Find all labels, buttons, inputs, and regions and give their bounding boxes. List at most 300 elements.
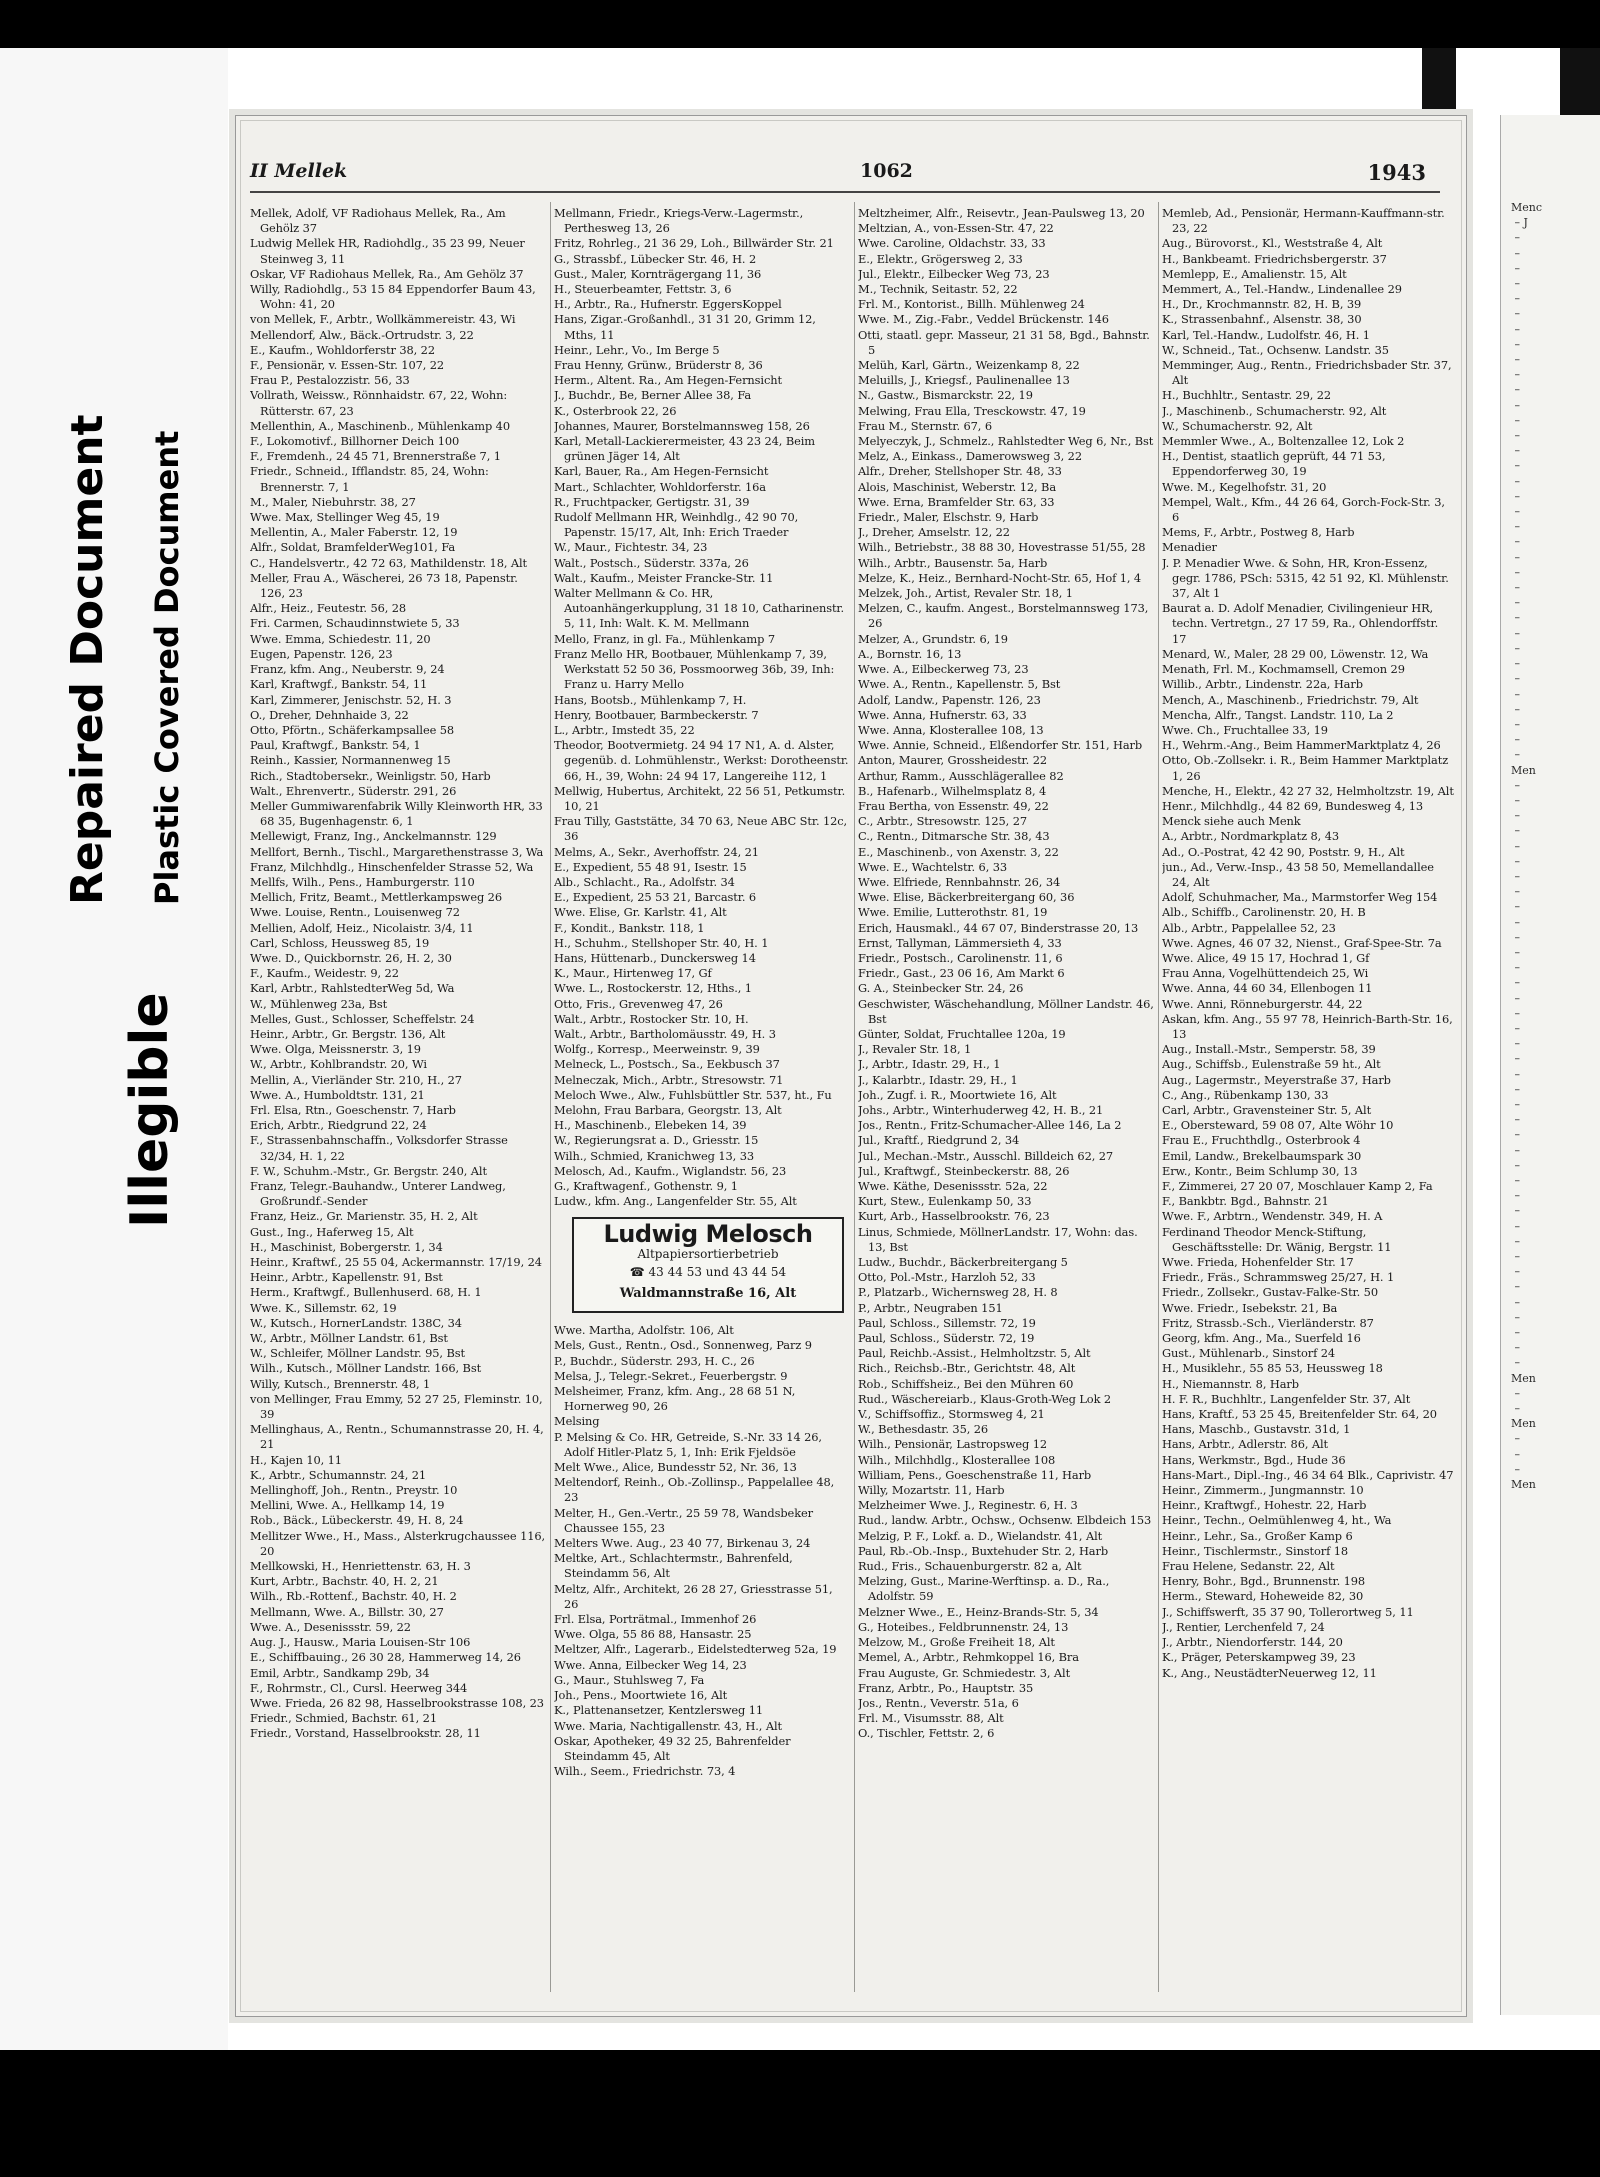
directory-entry: Mellien, Adolf, Heiz., Nicolaistr. 3/4, 11 xyxy=(250,920,474,935)
directory-entry: Frau M., Sternstr. 67, 6 xyxy=(858,418,992,433)
directory-entry: M., Maler, Niebuhrstr. 38, 27 xyxy=(250,494,416,509)
directory-entry: Herm., Kraftwgf., Bullenhuserd. 68, H. 1 xyxy=(250,1285,482,1300)
repaired-document-label: Repaired Document xyxy=(62,414,113,905)
directory-entry: Willy, Radiohdlg., 53 15 84 Eppendorfer Baum 43, Wohn: 41, 20 xyxy=(250,282,536,312)
directory-entry: W., Arbtr., Möllner Landstr. 61, Bst xyxy=(250,1331,448,1346)
directory-entry: E., Schiffbauing., 26 30 28, Hammerweg 14, 26 xyxy=(250,1650,521,1665)
directory-entry: A., Bornstr. 16, 13 xyxy=(858,646,962,661)
directory-entry: Mellwig, Hubertus, Architekt, 22 56 51, Petkumstr. 10, 21 xyxy=(554,783,846,813)
directory-entry: O., Tischler, Fettstr. 2, 6 xyxy=(858,1726,995,1741)
directory-entry: Reinh., Kassier, Normannenweg 15 xyxy=(250,753,451,768)
directory-entry: Frau Bertha, von Essenstr. 49, 22 xyxy=(858,798,1049,813)
directory-entry: Aug., Bürovorst., Kl., Weststraße 4, Alt xyxy=(1162,236,1383,251)
illegible-label: Illegible xyxy=(120,992,180,1228)
directory-entry: Baurat a. D. Adolf Menadier, Civilingenieur HR, techn. Vertretgn., 27 17 59, Ra., Ohlendorffstr. 17 xyxy=(1162,601,1439,646)
telephone-icon: ☎ xyxy=(629,1264,649,1279)
directory-entry: Alfr., Soldat, BramfelderWeg101, Fa xyxy=(250,540,456,555)
directory-entry: J., Buchdr., Be, Berner Allee 38, Fa xyxy=(554,388,752,403)
directory-entry: Heinr., Lehr., Sa., Großer Kamp 6 xyxy=(1162,1528,1353,1543)
directory-entry: Karl, Metall-Lackierermeister, 43 23 24, Beim grünen Jäger 14, Alt xyxy=(554,434,815,464)
directory-entry: Heinr., Kraftwgf., Hohestr. 22, Harb xyxy=(1162,1498,1367,1513)
directory-entry: P. Melsing & Co. HR, Getreide, S.-Nr. 33 14 26, Adolf Hitler-Platz 5, 1, Inh: Erik Fjeldsöe xyxy=(554,1429,822,1459)
directory-entry: J., Maschinenb., Schumacherstr. 92, Alt xyxy=(1162,403,1387,418)
directory-entry: Meltz, Alfr., Architekt, 26 28 27, Griesstrasse 51, 26 xyxy=(554,1581,833,1611)
directory-entry: Adolf, Schuhmacher, Ma., Marmstorfer Weg 154 xyxy=(1162,890,1438,905)
directory-entry: K., Strassenbahnf., Alsenstr. 38, 30 xyxy=(1162,312,1362,327)
directory-entry: Mempel, Walt., Kfm., 44 26 64, Gorch-Fock-Str. 3, 6 xyxy=(1162,494,1445,525)
directory-entry: Wwe. K., Sillemstr. 62, 19 xyxy=(250,1300,397,1315)
directory-entry: Wwe. Anna, Eilbecker Weg 14, 23 xyxy=(554,1657,747,1672)
directory-entry: H., Musiklehr., 55 85 53, Heussweg 18 xyxy=(1162,1361,1383,1376)
directory-entry: Heinr., Tischlermstr., Sinstorf 18 xyxy=(1162,1543,1349,1558)
directory-entry: Melzner Wwe., E., Heinz-Brands-Str. 5, 34 xyxy=(858,1604,1099,1619)
directory-entry: Mellentin, A., Maler Faberstr. 12, 19 xyxy=(250,525,458,540)
directory-entry: Mellini, Wwe. A., Hellkamp 14, 19 xyxy=(250,1498,445,1513)
ad-business-type: Altpapiersortierbetrieb xyxy=(637,1246,779,1261)
directory-entry: Heinr., Lehr., Vo., Im Berge 5 xyxy=(554,342,720,357)
directory-entry: H., Buchhltr., Sentastr. 29, 22 xyxy=(1162,388,1332,403)
directory-entry: Vollrath, Weissw., Rönnhaidstr. 67, 22, Wohn: Rütterstr. 67, 23 xyxy=(250,388,508,418)
directory-entry: Wwe. Emma, Schiedestr. 11, 20 xyxy=(250,631,431,646)
directory-entry: Theodor, Bootvermietg. 24 94 17 N1, A. d. Alster, gegenüb. d. Lohmühlenstr., Werkst: Dorotheenstr. 66, H., 39, Wohn: 24 94 17, Langereihe 112, 1 xyxy=(554,738,849,783)
directory-entry: Wwe. Maria, Nachtigallenstr. 43, H., Alt xyxy=(554,1718,782,1733)
directory-entry: Heinr., Techn., Oelmühlenweg 4, ht., Wa xyxy=(1162,1513,1392,1528)
directory-entry: Franz, Telegr.-Bauhandw., Unterer Landweg, Großrundf.-Sender xyxy=(250,1179,506,1209)
column-divider xyxy=(1158,202,1159,1992)
directory-entry: Aug., Install.-Mstr., Semperstr. 58, 39 xyxy=(1162,1042,1376,1057)
directory-entry: Wilh., Pensionär, Lastropsweg 12 xyxy=(858,1437,1048,1452)
directory-entry: W., Schumacherstr. 92, Alt xyxy=(1162,418,1313,433)
directory-entry: C., Ang., Rübenkamp 130, 33 xyxy=(1162,1087,1329,1102)
directory-entry: Mellenthin, A., Maschinenb., Mühlenkamp 40 xyxy=(250,418,510,433)
section-heading: II Mellek xyxy=(250,160,348,182)
directory-entry: Wwe. Ch., Fruchtallee 33, 19 xyxy=(1162,722,1328,737)
directory-entry: Meller, Frau A., Wäscherei, 26 73 18, Papenstr. 126, 23 xyxy=(250,570,518,601)
directory-entry: Memleb, Ad., Pensionär, Hermann-Kauffmann-str. 23, 22 xyxy=(1162,206,1445,236)
directory-entry: J., Revaler Str. 18, 1 xyxy=(858,1042,972,1057)
directory-entry: Aug., Lagermstr., Meyerstraße 37, Harb xyxy=(1162,1072,1391,1087)
page-number: 1062 xyxy=(860,160,913,182)
directory-entry: Mellinghaus, A., Rentn., Schumannstrasse 20, H. 4, 21 xyxy=(250,1422,544,1452)
directory-entry: Emil, Arbtr., Sandkamp 29b, 34 xyxy=(250,1665,430,1680)
directory-entry: Wwe. Annie, Schneid., Elßendorfer Str. 151, Harb xyxy=(858,738,1143,753)
directory-entry: Jos., Rentn., Veverstr. 51a, 6 xyxy=(858,1695,1019,1710)
directory-entry: Frl. Elsa, Rtn., Goeschenstr. 7, Harb xyxy=(250,1102,456,1117)
directory-entry: Johannes, Maurer, Borstelmannsweg 158, 26 xyxy=(554,418,810,433)
directory-entry: Mellmann, Friedr., Kriegs-Verw.-Lagermstr., Perthesweg 13, 26 xyxy=(554,206,804,236)
directory-entry: J., Rentier, Lerchenfeld 7, 24 xyxy=(1162,1619,1325,1634)
directory-entry: Hans, Arbtr., Adlerstr. 86, Alt xyxy=(1162,1437,1329,1452)
directory-entry: Melzen, C., kaufm. Angest., Borstelmannsweg 173, 26 xyxy=(858,601,1149,631)
directory-entry: Paul, Rb.-Ob.-Insp., Buxtehuder Str. 2, Harb xyxy=(858,1543,1109,1558)
column-divider xyxy=(854,202,855,1992)
directory-entry: Frau Anna, Vogelhüttendeich 25, Wi xyxy=(1162,966,1369,981)
directory-entry: Jul., Mechan.-Mstr., Ausschl. Billdeich 62, 27 xyxy=(858,1148,1114,1163)
directory-entry: H., Arbtr., Ra., Hufnerstr. EggersKoppel xyxy=(554,297,782,312)
directory-entry: Wwe. Elise, Bäckerbreitergang 60, 36 xyxy=(858,890,1075,905)
directory-entry: Henry, Bohr., Bgd., Brunnenstr. 198 xyxy=(1162,1574,1366,1589)
directory-entry: Rud., landw. Arbtr., Ochsw., Ochsenw. Elbdeich 153 xyxy=(858,1513,1152,1528)
directory-entry: R., Fruchtpacker, Gertigstr. 31, 39 xyxy=(554,494,750,509)
directory-entry: H., Niemannstr. 8, Harb xyxy=(1162,1376,1299,1391)
directory-entry: F., Zimmerei, 27 20 07, Moschlauer Kamp 2, Fa xyxy=(1162,1179,1433,1193)
directory-entry: Mart., Schlachter, Wohldorferstr. 16a xyxy=(554,479,766,494)
directory-entry: Wwe. M., Kegelhofstr. 31, 20 xyxy=(1162,479,1327,494)
directory-entry: Paul, Kraftwgf., Bankstr. 54, 1 xyxy=(250,738,421,753)
directory-entry: H., Wehrm.-Ang., Beim HammerMarktplatz 4, 26 xyxy=(1162,738,1441,753)
directory-entry: Erich, Arbtr., Riedgrund 22, 24 xyxy=(250,1118,427,1133)
directory-entry: Paul, Schloss., Sillemstr. 72, 19 xyxy=(858,1315,1036,1330)
directory-entry: Wwe. F., Arbtrn., Wendenstr. 349, H. A xyxy=(1162,1209,1383,1224)
directory-entry: Meluills, J., Kriegsf., Paulinenallee 13 xyxy=(858,373,1070,388)
directory-entry: Memmler Wwe., A., Boltenzallee 12, Lok 2 xyxy=(1162,434,1405,449)
directory-entry: Willib., Arbtr., Lindenstr. 22a, Harb xyxy=(1162,677,1363,692)
ad-address: Waldmannstraße 16, Alt xyxy=(619,1286,797,1302)
directory-entry: Erich, Hausmakl., 44 67 07, Binderstrasse 20, 13 xyxy=(858,920,1139,935)
directory-entry: Mellinghoff, Joh., Rentn., Preystr. 10 xyxy=(250,1483,458,1498)
directory-entry: Meltendorf, Reinh., Ob.-Zollinsp., Pappelallee 48, 23 xyxy=(554,1475,835,1505)
directory-entry: Hans, Werkmstr., Bgd., Hude 36 xyxy=(1162,1452,1346,1467)
directory-entry: Hans, Bootsb., Mühlenkamp 7, H. xyxy=(554,692,747,707)
column-3 xyxy=(858,206,1154,2006)
directory-entry: Oskar, VF Radiohaus Mellek, Ra., Am Gehölz 37 xyxy=(250,266,524,281)
directory-entry: Melneck, L., Postsch., Sa., Eekbusch 37 xyxy=(554,1057,780,1072)
directory-entry: Kurt, Arbtr., Bachstr. 40, H. 2, 21 xyxy=(250,1574,439,1589)
directory-entry: J., Kalarbtr., Idastr. 29, H., 1 xyxy=(858,1072,1018,1087)
directory-entry: Otto, Pförtn., Schäferkampsallee 58 xyxy=(250,722,455,737)
directory-entry: Alb., Arbtr., Pappelallee 52, 23 xyxy=(1162,920,1336,935)
directory-entry: Herm., Steward, Hoheweide 82, 30 xyxy=(1162,1589,1364,1604)
directory-entry: Walt., Arbtr., Rostocker Str. 10, H. xyxy=(554,1011,749,1026)
directory-entry: H., Maschinist, Bobergerstr. 1, 34 xyxy=(250,1239,443,1254)
directory-entry: Wwe. A., Humboldtstr. 131, 21 xyxy=(250,1087,425,1102)
directory-entry: Henry, Bootbauer, Barmbeckerstr. 7 xyxy=(554,707,759,722)
ad-company-name: Ludwig Melosch xyxy=(603,1220,813,1249)
directory-entry: W., Regierungsrat a. D., Griesstr. 15 xyxy=(554,1133,759,1148)
directory-entry: von Mellinger, Frau Emmy, 52 27 25, Fleminstr. 10, 39 xyxy=(250,1391,543,1422)
directory-entry: Melzek, Joh., Artist, Revaler Str. 18, 1 xyxy=(858,586,1073,601)
directory-entry: Melze, K., Heiz., Bernhard-Nocht-Str. 65, Hof 1, 4 xyxy=(858,570,1142,585)
directory-entry: Mellendorf, Alw., Bäck.-Ortrudstr. 3, 22 xyxy=(250,327,474,342)
directory-entry: Franz, Milchhdlg., Hinschenfelder Strasse 52, Wa xyxy=(250,859,534,874)
directory-entry: L., Arbtr., Imstedt 35, 22 xyxy=(554,722,695,737)
directory-entry: Gust., Mühlenarb., Sinstorf 24 xyxy=(1162,1346,1336,1361)
directory-entry: Friedr., Zollsekr., Gustav-Falke-Str. 50 xyxy=(1162,1285,1378,1300)
directory-entry: Mellewigt, Franz, Ing., Anckelmannstr. 129 xyxy=(250,829,497,844)
directory-entry: C., Handelsvertr., 42 72 63, Mathildenstr. 18, Alt xyxy=(250,555,528,570)
directory-entry: Henr., Milchhdlg., 44 82 69, Bundesweg 4, 13 xyxy=(1162,798,1424,813)
directory-entry: Melsheimer, Franz, kfm. Ang., 28 68 51 N, Hornerweg 90, 26 xyxy=(554,1384,796,1414)
directory-page xyxy=(235,115,1467,2017)
directory-year: 1943 xyxy=(1367,160,1426,185)
directory-entry: M., Technik, Seitastr. 52, 22 xyxy=(858,282,1018,297)
directory-entry: Mellek, Adolf, VF Radiohaus Mellek, Ra., Am Gehölz 37 xyxy=(250,206,506,236)
directory-entry: J., Arbtr., Idastr. 29, H., 1 xyxy=(858,1057,1001,1072)
directory-entry: Wilh., Arbtr., Bausenstr. 5a, Harb xyxy=(858,555,1048,570)
directory-entry: Melyeczyk, J., Schmelz., Rahlstedter Weg 6, Nr., Bst xyxy=(858,434,1154,449)
directory-entry: W., Arbtr., Kohlbrandstr. 20, Wi xyxy=(250,1057,427,1072)
directory-entry: Wwe. Louise, Rentn., Louisenweg 72 xyxy=(250,905,460,920)
directory-entry: H., Dr., Krochmannstr. 82, H. B, 39 xyxy=(1162,297,1362,312)
directory-entry: Wwe. Agnes, 46 07 32, Nienst., Graf-Spee-Str. 7a xyxy=(1162,935,1442,950)
directory-entry: H. F. R., Buchhltr., Langenfelder Str. 37, Alt xyxy=(1162,1391,1411,1406)
directory-entry: Melt Wwe., Alice, Bundesstr 52, Nr. 36, 13 xyxy=(554,1460,797,1475)
directory-entry: W., Mühlenweg 23a, Bst xyxy=(250,996,388,1011)
directory-entry: Menard, W., Maler, 28 29 00, Löwenstr. 12, Wa xyxy=(1162,646,1429,661)
directory-entry: Otto, Pol.-Mstr., Harzloh 52, 33 xyxy=(858,1270,1036,1285)
directory-entry: Frau Tilly, Gaststätte, 34 70 63, Neue ABC Str. 12c, 36 xyxy=(554,814,848,844)
directory-entry: F., Fremdenh., 24 45 71, Brennerstraße 7, 1 xyxy=(250,449,501,464)
directory-entry: Hans, Hüttenarb., Dunckersweg 14 xyxy=(554,950,756,965)
directory-entry: Ludw., Buchdr., Bäckerbreitergang 5 xyxy=(858,1255,1068,1270)
directory-entry: Fritz, Rohrleg., 21 36 29, Loh., Billwärder Str. 21 xyxy=(554,236,834,251)
directory-entry: Karl, Zimmerer, Jenischstr. 52, H. 3 xyxy=(250,692,452,707)
directory-entry: F., Strassenbahnschaffn., Volksdorfer Strasse 32/34, H. 1, 22 xyxy=(250,1133,508,1163)
directory-entry: F. W., Schuhm.-Mstr., Gr. Bergstr. 240, Alt xyxy=(250,1163,487,1178)
directory-entry: F., Pensionär, v. Essen-Str. 107, 22 xyxy=(250,358,445,373)
directory-entry: Ferdinand Theodor Menck-Stiftung, Geschäftsstelle: Dr. Wänig, Bergstr. 11 xyxy=(1162,1224,1392,1254)
directory-entry: Mellfs, Wilh., Pens., Hamburgerstr. 110 xyxy=(250,874,475,889)
directory-entry: J., Schiffswerft, 35 37 90, Tollerortweg 5, 11 xyxy=(1162,1604,1414,1619)
directory-entry: Wwe. Anna, Klosterallee 108, 13 xyxy=(858,722,1044,737)
directory-entry: Kurt, Arb., Hasselbrookstr. 76, 23 xyxy=(858,1209,1050,1224)
directory-entry: Franz, Arbtr., Po., Hauptstr. 35 xyxy=(858,1680,1034,1695)
directory-entry: Adolf, Landw., Papenstr. 126, 23 xyxy=(858,692,1041,707)
directory-entry: Menadier xyxy=(1162,540,1217,555)
directory-entry: Heinr., Arbtr., Gr. Bergstr. 136, Alt xyxy=(250,1026,446,1041)
directory-entry: Melles, Gust., Schlosser, Scheffelstr. 24 xyxy=(250,1011,475,1026)
directory-entry: Frl. M., Kontorist., Billh. Mühlenweg 24 xyxy=(858,297,1085,312)
directory-entry: Jos., Rentn., Fritz-Schumacher-Allee 146, La 2 xyxy=(858,1118,1122,1133)
directory-entry: Wilh., Kutsch., Möllner Landstr. 166, Bst xyxy=(250,1361,482,1376)
directory-entry: Melms, A., Sekr., Averhoffstr. 24, 21 xyxy=(554,844,759,859)
directory-entry: Meltzheimer, Alfr., Reisevtr., Jean-Paulsweg 13, 20 xyxy=(858,206,1145,220)
directory-entry: Melzing, Gust., Marine-Werftinsp. a. D., Ra., Adolfstr. 59 xyxy=(858,1574,1110,1604)
directory-entry: Wwe. Caroline, Oldachstr. 33, 33 xyxy=(858,236,1046,251)
directory-entry: Melneczak, Mich., Arbtr., Stresowstr. 71 xyxy=(554,1072,784,1087)
next-page-snippet: Menc – J – – – – – – – – – – – – – – – – – – – – – – – – – – – – – – – – – – – Men – – – – – – – – – – – – – – – – – – – – – – – – – – – – – – – – – – – – – – – Men – – Men – – – Men xyxy=(1511,201,1543,1492)
directory-entry: Friedr., Fräs., Schrammsweg 25/27, H. 1 xyxy=(1162,1270,1395,1285)
directory-entry: H., Maschinenb., Elebeken 14, 39 xyxy=(554,1118,747,1133)
plastic-covered-label: Plastic Covered Document xyxy=(148,430,186,905)
directory-entry: Alb., Schlacht., Ra., Adolfstr. 34 xyxy=(554,874,735,889)
directory-entry: Melters Wwe. Aug., 23 40 77, Birkenau 3, 24 xyxy=(554,1536,811,1551)
directory-entry: E., Elektr., Grögersweg 2, 33 xyxy=(858,251,1023,266)
directory-entry: Wwe. Alice, 49 15 17, Hochrad 1, Gf xyxy=(1162,950,1370,965)
directory-entry: E., Kaufm., Wohldorferstr 38, 22 xyxy=(250,342,435,357)
directory-entry: W., Kutsch., HornerLandstr. 138C, 34 xyxy=(250,1315,462,1330)
directory-entry: Friedr., Schneid., Ifflandstr. 85, 24, Wohn: Brennerstr. 7, 1 xyxy=(250,464,489,494)
directory-entry: Otto, Fris., Grevenweg 47, 26 xyxy=(554,996,723,1011)
directory-entry: A., Arbtr., Nordmarkplatz 8, 43 xyxy=(1162,829,1339,844)
directory-entry: Franz, kfm. Ang., Neuberstr. 9, 24 xyxy=(250,662,445,677)
directory-entry: P., Arbtr., Neugraben 151 xyxy=(858,1300,1003,1315)
directory-entry: Hans-Mart., Dipl.-Ing., 46 34 64 Blk., Caprivistr. 47 xyxy=(1162,1467,1454,1482)
directory-entry: Melüh, Karl, Gärtn., Weizenkamp 8, 22 xyxy=(858,358,1080,373)
directory-entry: Aug., Schiffsb., Eulenstraße 59 ht., Alt xyxy=(1162,1057,1381,1072)
directory-entry: Wwe. Elfriede, Rennbahnstr. 26, 34 xyxy=(858,874,1061,889)
directory-entry: Erw., Kontr., Beim Schlump 30, 13 xyxy=(1162,1163,1358,1178)
directory-entry: Askan, kfm. Ang., 55 97 78, Heinrich-Barth-Str. 16, 13 xyxy=(1162,1011,1453,1041)
directory-entry: Paul, Reichb.-Assist., Helmholtzstr. 5, Alt xyxy=(858,1346,1091,1361)
directory-entry: Walt., Arbtr., Bartholomäusstr. 49, H. 3 xyxy=(554,1026,776,1041)
directory-entry: H., Steuerbeamter, Fettstr. 3, 6 xyxy=(554,282,732,297)
directory-entry: Wwe. Olga, Meissnerstr. 3, 19 xyxy=(250,1042,421,1057)
directory-entry: Mellfort, Bernh., Tischl., Margarethenstrasse 3, Wa xyxy=(250,844,544,859)
directory-entry: Meller Gummiwarenfabrik Willy Kleinworth HR, 33 68 35, Bugenhagenstr. 6, 1 xyxy=(250,798,543,829)
directory-entry: Frau P., Pestalozzistr. 56, 33 xyxy=(250,373,410,388)
directory-entry: Jul., Kraftwgf., Steinbeckerstr. 88, 26 xyxy=(858,1163,1070,1178)
directory-entry: P., Platzarb., Wichernsweg 28, H. 8 xyxy=(858,1285,1058,1300)
directory-entry: Frau Auguste, Gr. Schmiedestr. 3, Alt xyxy=(858,1665,1071,1680)
directory-entry: Alfr., Heiz., Feutestr. 56, 28 xyxy=(250,601,407,616)
directory-entry: Carl, Schloss, Heussweg 85, 19 xyxy=(250,935,430,950)
directory-entry: Walt., Ehrenvertr., Süderstr. 291, 26 xyxy=(250,783,457,798)
directory-entry: P., Buchdr., Süderstr. 293, H. C., 26 xyxy=(554,1353,755,1368)
directory-entry: Johs., Arbtr., Winterhuderweg 42, H. B., 21 xyxy=(858,1102,1104,1117)
directory-entry: Alfr., Dreher, Stellshoper Str. 48, 33 xyxy=(858,464,1062,479)
directory-entry: jun., Ad., Verw.-Insp., 43 58 50, Memellandallee 24, Alt xyxy=(1162,859,1434,889)
directory-entry: Joh., Zugf. i. R., Moortwiete 16, Alt xyxy=(858,1087,1057,1102)
directory-entry: H., Bankbeamt. Friedrichsbergerstr. 37 xyxy=(1162,251,1387,266)
directory-entry: Georg, kfm. Ang., Ma., Suerfeld 16 xyxy=(1162,1331,1361,1346)
directory-entry: Fri. Carmen, Schaudinnstwiete 5, 33 xyxy=(250,616,460,631)
directory-entry: Mench, A., Maschinenb., Friedrichstr. 79, Alt xyxy=(1162,692,1419,707)
directory-entry: J., Dreher, Amselstr. 12, 22 xyxy=(858,525,1010,540)
directory-entry: E., Expedient, 25 53 21, Barcastr. 6 xyxy=(554,890,757,905)
directory-entry: G., Maur., Stuhlsweg 7, Fa xyxy=(554,1672,705,1687)
directory-entry: F., Bankbtr. Bgd., Bahnstr. 21 xyxy=(1162,1194,1329,1209)
directory-entry: Melzig, P. F., Lokf. a. D., Wielandstr. 41, Alt xyxy=(858,1528,1103,1543)
directory-entry: Anton, Maurer, Grossheidestr. 22 xyxy=(858,753,1047,768)
directory-entry: Melosch, Ad., Kaufm., Wiglandstr. 56, 23 xyxy=(554,1163,787,1178)
directory-entry: W., Schleifer, Möllner Landstr. 95, Bst xyxy=(250,1346,465,1361)
directory-entry: Melsa, J., Telegr.-Sekret., Feuerbergstr. 9 xyxy=(554,1368,788,1383)
directory-entry: Menche, H., Elektr., 42 27 32, Helmholtzstr. 19, Alt xyxy=(1162,783,1454,798)
directory-entry: Melz, A., Einkass., Damerowsweg 3, 22 xyxy=(858,449,1082,464)
directory-entry: Hans, Kraftf., 53 25 45, Breitenfelder Str. 64, 20 xyxy=(1162,1407,1437,1422)
directory-entry: E., Maschinenb., von Axenstr. 3, 22 xyxy=(858,844,1059,859)
directory-entry: Mencha, Alfr., Tangst. Landstr. 110, La 2 xyxy=(1162,707,1394,722)
directory-entry: J., Arbtr., Niendorferstr. 144, 20 xyxy=(1162,1635,1343,1650)
directory-entry: Friedr., Vorstand, Hasselbrookstr. 28, 11 xyxy=(250,1726,481,1741)
header-rule xyxy=(250,191,1440,193)
directory-entry: Frl. Elsa, Porträtmal., Immenhof 26 xyxy=(554,1612,757,1627)
directory-entry: Melter, H., Gen.-Vertr., 25 59 78, Wandsbeker Chaussee 155, 23 xyxy=(554,1505,813,1535)
directory-entry: Wilh., Seem., Friedrichstr. 73, 4 xyxy=(554,1764,736,1779)
directory-entry: Wwe. Friedr., Isebekstr. 21, Ba xyxy=(1162,1300,1338,1315)
directory-entry: Rudolf Mellmann HR, Weinhdlg., 42 90 70, Papenstr. 15/17, Alt, Inh: Erich Traeder xyxy=(554,510,799,540)
directory-entry: Mellkowski, H., Henriettenstr. 63, H. 3 xyxy=(250,1559,471,1574)
directory-entry: Emil, Landw., Brekelbaumspark 30 xyxy=(1162,1148,1362,1163)
directory-entry: Wwe. M., Zig.-Fabr., Veddel Brückenstr. 146 xyxy=(858,312,1109,327)
directory-entry: Hans, Zigar.-Großanhdl., 31 31 20, Grimm 12, Mths, 11 xyxy=(554,312,816,342)
directory-entry: Rob., Bäck., Lübeckerstr. 49, H. 8, 24 xyxy=(250,1513,464,1528)
directory-entry: Frau Helene, Sedanstr. 22, Alt xyxy=(1162,1559,1335,1574)
directory-entry: Ludwig Mellek HR, Radiohdlg., 35 23 99, Neuer Steinweg 3, 11 xyxy=(250,236,525,266)
directory-entry: Melsing xyxy=(554,1414,600,1429)
directory-entry: Wilh., Betriebstr., 38 88 30, Hovestrasse 51/55, 28 xyxy=(858,540,1146,555)
scan-border-bottom xyxy=(0,2050,1600,2177)
directory-entry: H., Kajen 10, 11 xyxy=(250,1452,342,1467)
directory-entry: W., Maur., Fichtestr. 34, 23 xyxy=(554,540,708,555)
directory-entry: Wwe. A., Rentn., Kapellenstr. 5, Bst xyxy=(858,677,1061,692)
column-2 xyxy=(554,206,850,2006)
directory-entry: K., Präger, Peterskampweg 39, 23 xyxy=(1162,1650,1356,1665)
directory-entry: Rich., Reichsb.-Btr., Gerichtstr. 48, Alt xyxy=(858,1361,1076,1376)
directory-entry: Geschwister, Wäschehandlung, Möllner Landstr. 46, Bst xyxy=(858,996,1154,1026)
directory-entry: Willy, Kutsch., Brennerstr. 48, 1 xyxy=(250,1376,431,1391)
advertisement-box xyxy=(572,1217,844,1313)
directory-entry: Memminger, Aug., Rentn., Friedrichsbader Str. 37, Alt xyxy=(1162,358,1452,388)
directory-entry: G. A., Steinbecker Str. 24, 26 xyxy=(858,981,1024,996)
directory-entry: Wwe. Frieda, 26 82 98, Hasselbrookstrasse 108, 23 xyxy=(250,1695,544,1710)
directory-entry: Ernst, Tallyman, Lämmersieth 4, 33 xyxy=(858,935,1062,950)
directory-entry: Karl, Bauer, Ra., Am Hegen-Fernsicht xyxy=(554,464,769,479)
directory-entry: Melzer, A., Grundstr. 6, 19 xyxy=(858,631,1008,646)
directory-entry: Wwe. Emilie, Lutterothstr. 81, 19 xyxy=(858,905,1048,920)
directory-entry: Friedr., Schmied, Bachstr. 61, 21 xyxy=(250,1711,437,1726)
directory-entry: G., Kraftwagenf., Gothenstr. 9, 1 xyxy=(554,1179,738,1193)
directory-entry: Günter, Soldat, Fruchtallee 120a, 19 xyxy=(858,1026,1066,1041)
directory-entry: Melwing, Frau Ella, Tresckowstr. 47, 19 xyxy=(858,403,1086,418)
directory-entry: Frau E., Fruchthdlg., Osterbrook 4 xyxy=(1162,1133,1361,1148)
directory-entry: V., Schiffsoffiz., Stormsweg 4, 21 xyxy=(858,1407,1045,1422)
directory-entry: Mellin, A., Vierländer Str. 210, H., 27 xyxy=(250,1072,462,1087)
directory-entry: Karl, Kraftwgf., Bankstr. 54, 11 xyxy=(250,677,428,692)
directory-entry: Melzow, M., Große Freiheit 18, Alt xyxy=(858,1635,1055,1650)
directory-entry: Oskar, Apotheker, 49 32 25, Bahrenfelder Steindamm 45, Alt xyxy=(554,1733,791,1763)
directory-entry: Karl, Arbtr., RahlstedterWeg 5d, Wa xyxy=(250,981,455,996)
directory-entry: von Mellek, F., Arbtr., Wollkämmereistr. 43, Wi xyxy=(250,312,516,327)
directory-entry: Mels, Gust., Rentn., Osd., Sonnenweg, Parz 9 xyxy=(554,1338,812,1353)
directory-entry: Rud., Wäschereiarb., Klaus-Groth-Weg Lok 2 xyxy=(858,1391,1112,1406)
directory-entry: K., Plattenansetzer, Kentzlersweg 11 xyxy=(554,1703,764,1718)
column-2-entries-b xyxy=(554,1323,850,1779)
directory-entry: Walter Mellmann & Co. HR, Autoanhängerkupplung, 31 18 10, Catharinenstr. 5, 11, Inh: Walt. K. M. Mellmann xyxy=(554,586,845,631)
directory-entry: Friedr., Gast., 23 06 16, Am Markt 6 xyxy=(858,966,1065,981)
directory-entry: Wwe. Anni, Rönneburgerstr. 44, 22 xyxy=(1162,996,1363,1011)
directory-entry: Wwe. Martha, Adolfstr. 106, Alt xyxy=(554,1323,734,1338)
directory-entry: Meloch Wwe., Alw., Fuhlsbüttler Str. 537, ht., Fu xyxy=(554,1087,832,1102)
directory-entry: Wwe. D., Quickbornstr. 26, H. 2, 30 xyxy=(250,950,452,965)
directory-entry: Ad., O.-Postrat, 42 42 90, Poststr. 9, H., Alt xyxy=(1162,844,1405,859)
directory-entry: W., Bethesdastr. 35, 26 xyxy=(858,1422,989,1437)
directory-entry: Memmert, A., Tel.-Handw., Lindenallee 29 xyxy=(1162,282,1402,297)
directory-entry: Wolfg., Korresp., Meerweinstr. 9, 39 xyxy=(554,1042,760,1057)
directory-entry: Joh., Pens., Moortwiete 16, Alt xyxy=(554,1688,728,1703)
directory-entry: F., Lokomotivf., Billhorner Deich 100 xyxy=(250,434,460,449)
directory-entry: Wwe. A., Eilbeckerweg 73, 23 xyxy=(858,662,1029,677)
directory-entry: Wwe. Anna, 44 60 34, Ellenbogen 11 xyxy=(1162,981,1373,996)
directory-entry: Jul., Elektr., Eilbecker Weg 73, 23 xyxy=(858,266,1050,281)
directory-entry: H., Schuhm., Stellshoper Str. 40, H. 1 xyxy=(554,935,769,950)
directory-entry: Heinr., Zimmerm., Jungmannstr. 10 xyxy=(1162,1483,1364,1498)
directory-entry: Meltzian, A., von-Essen-Str. 47, 22 xyxy=(858,221,1054,236)
directory-entry: W., Schneid., Tat., Ochsenw. Landstr. 35 xyxy=(1162,342,1389,357)
directory-entry: F., Kondit., Bankstr. 118, 1 xyxy=(554,920,705,935)
directory-entry: Paul, Schloss., Süderstr. 72, 19 xyxy=(858,1331,1035,1346)
directory-entry: Friedr., Postsch., Carolinenstr. 11, 6 xyxy=(858,950,1063,965)
directory-entry: Melohn, Frau Barbara, Georgstr. 13, Alt xyxy=(554,1102,782,1117)
column-4 xyxy=(1162,206,1454,2006)
next-page-edge xyxy=(1500,115,1600,2015)
directory-entry: K., Osterbrook 22, 26 xyxy=(554,403,677,418)
directory-entry: Wwe. Max, Stellinger Weg 45, 19 xyxy=(250,510,440,525)
directory-entry: Franz Mello HR, Bootbauer, Mühlenkamp 7, 39, Werkstatt 52 50 36, Possmoorweg 36b, 39, Inh: Franz u. Harry Mello xyxy=(554,646,835,692)
directory-entry: Arthur, Ramm., Ausschlägerallee 82 xyxy=(858,768,1064,783)
column-divider xyxy=(550,202,551,1992)
